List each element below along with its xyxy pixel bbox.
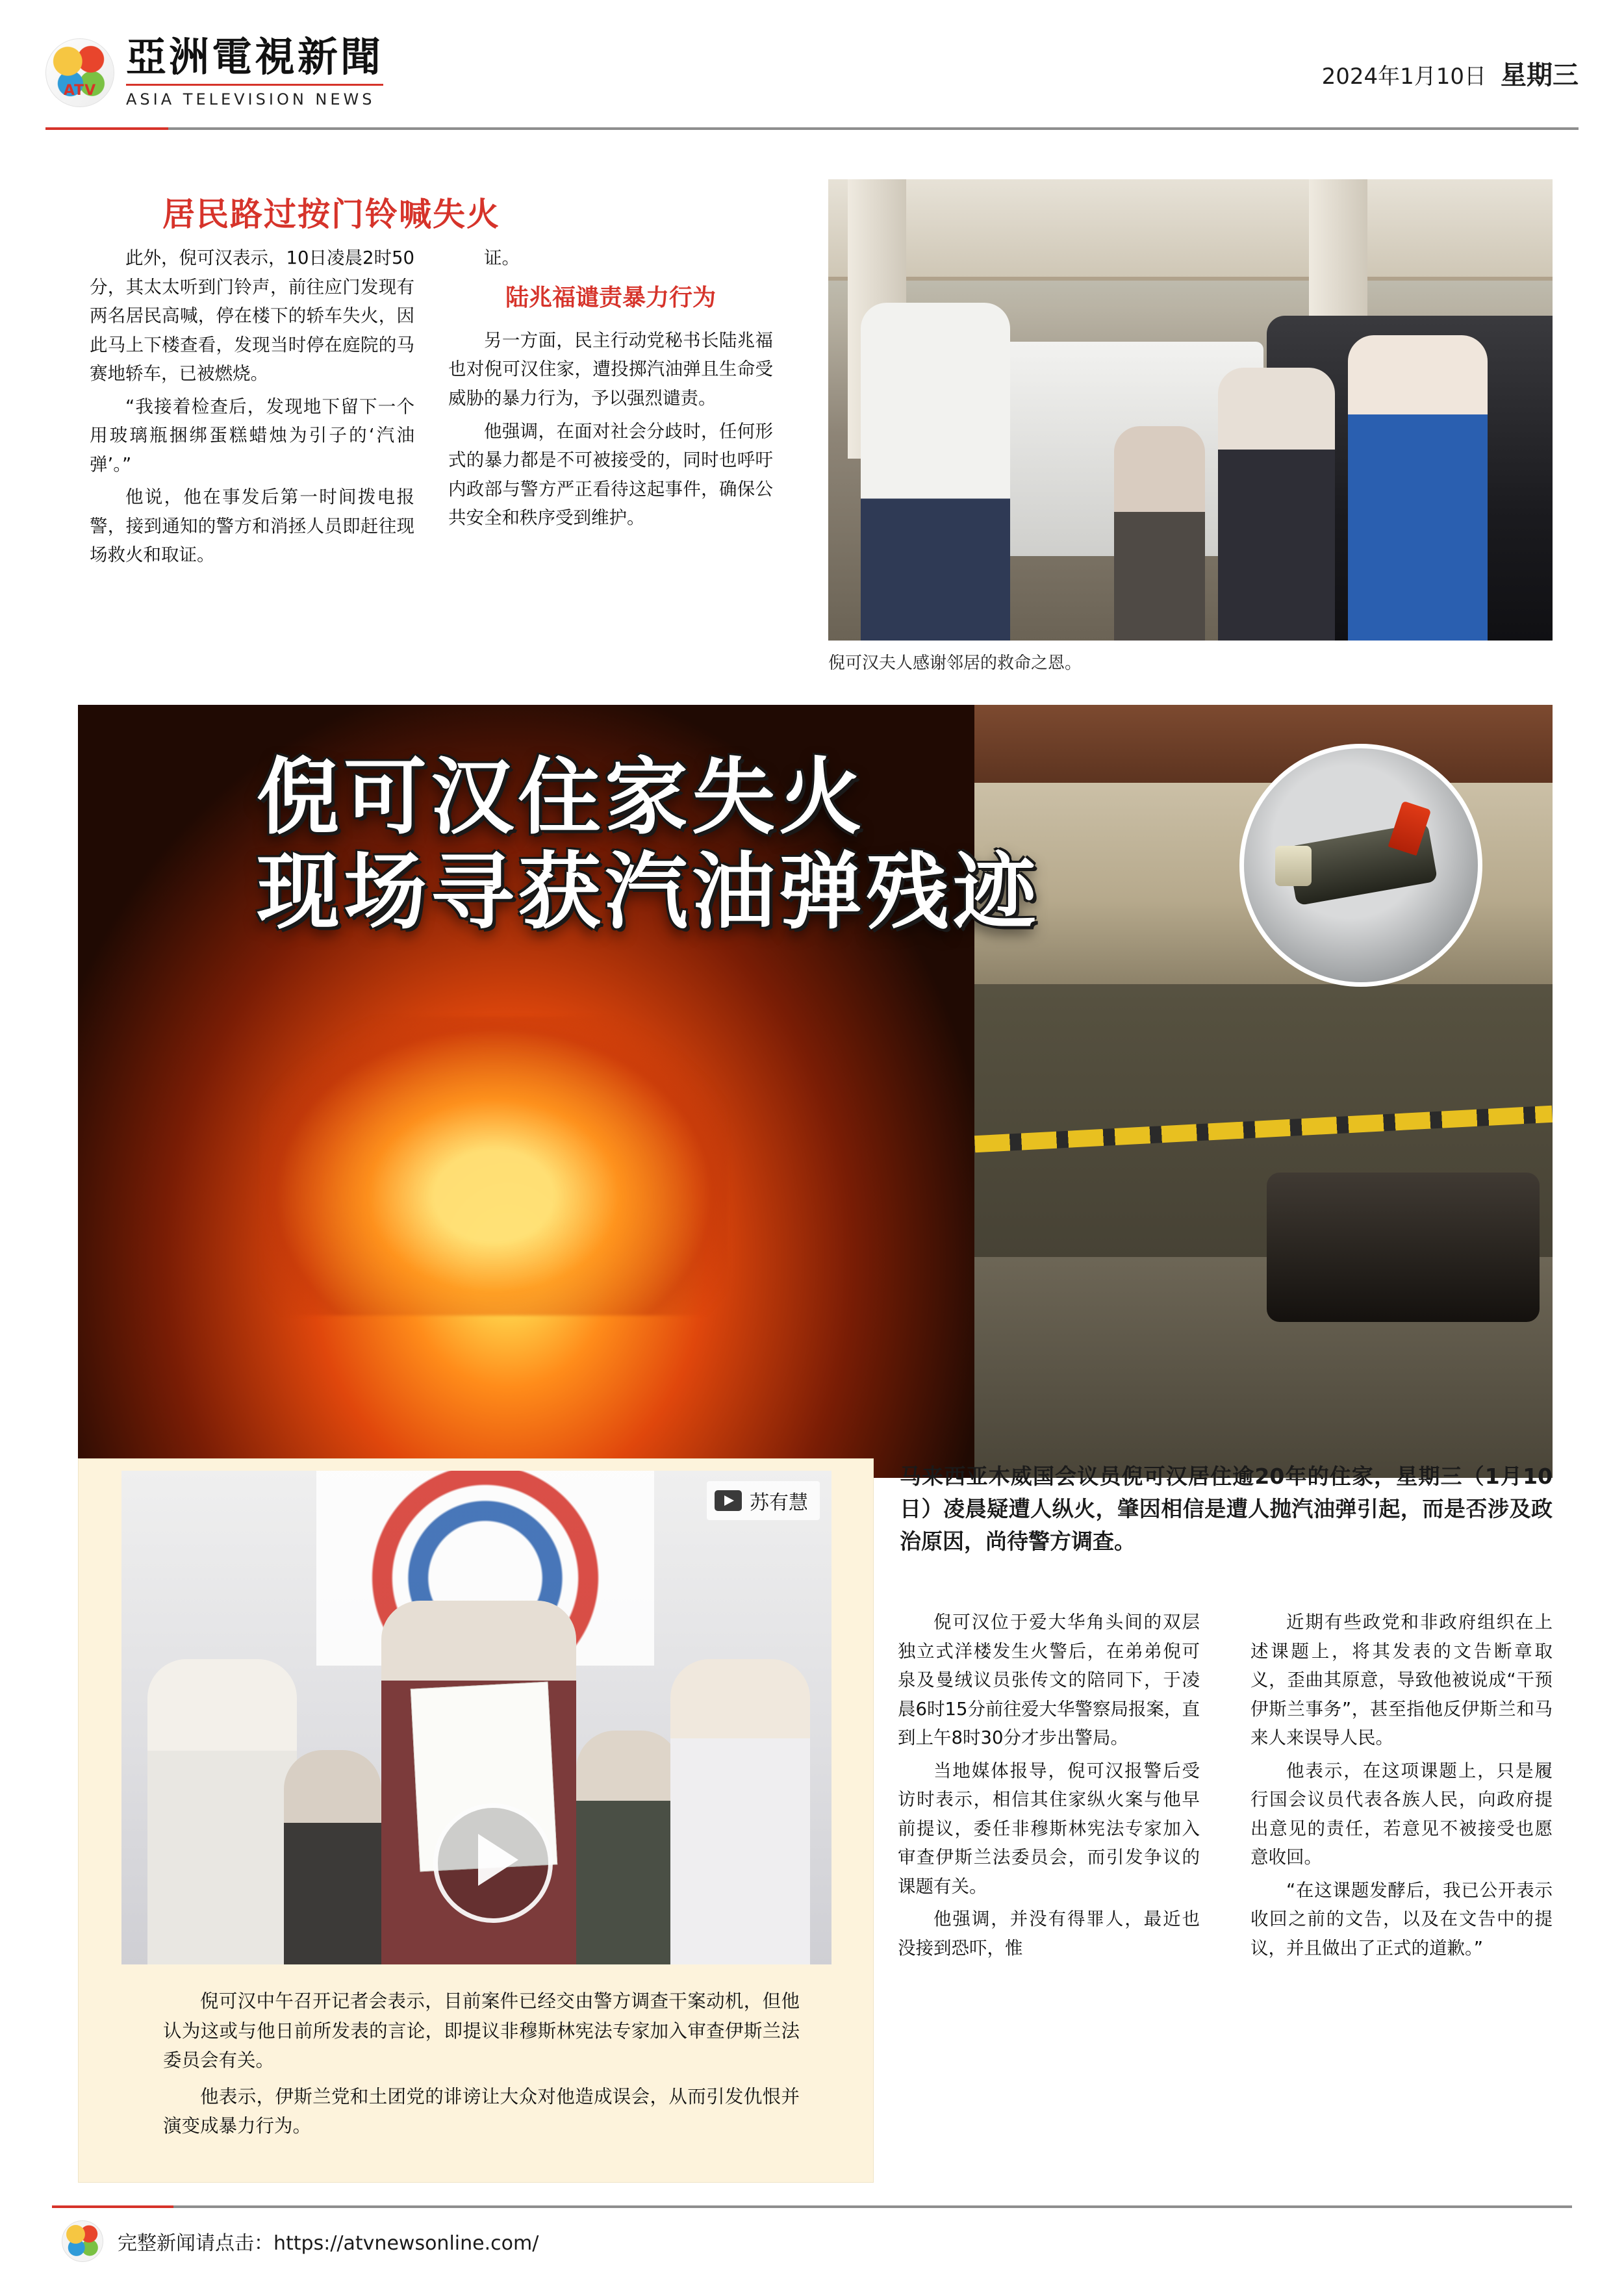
paragraph: 近期有些政党和非政府组织在上述课题上，将其发表的文告断章取义，歪曲其原意，导致他被说成“干预伊斯兰事务”，甚至指他反伊斯兰和马来人来误导人民。 [1250,1612,1553,1749]
publish-weekday: 星期三 [1501,60,1579,90]
molotov-inset-photo [1239,744,1482,987]
paragraph: “在这课题发酵后，我已公开表示收回之前的文告，以及在文告中的提议，并且做出了正式的道歉。” [1250,1879,1553,1959]
video-person-5 [670,1659,810,1964]
video-player[interactable] [121,1471,831,1964]
hero-title-line-2: 现场寻获汽油弹残迹 [257,843,1041,941]
footer-link-text[interactable]: 完整新闻请点击：https://atvnewsonline.com/ [118,2232,539,2255]
brand-name-cn: 亞洲電視新聞 [126,33,384,81]
photo-roof [828,179,1553,281]
header-date-block [1322,55,1579,92]
photo-person-3 [1218,368,1335,641]
cap-shape [1275,846,1312,886]
header-divider [45,127,1579,130]
brand-text [126,33,384,108]
header-inner [45,27,1579,118]
photo-neighbours-thanks [828,179,1553,641]
photo-person-2 [1114,426,1205,641]
video-panel [78,1458,874,2183]
video-credit-label: 苏有慧 [750,1492,808,1514]
hero-image-fire [78,705,1553,1478]
paragraph: 他强调，在面对社会分歧时，任何形式的暴力都是不可被接受的，同时也呼吁内政部与警方严正看待这起事件，确保公共安全和秩序受到维护。 [448,420,773,529]
paragraph: 当地媒体报导，倪可汉报警后受访时表示，相信其住家纵火案与他早前提议，委任非穆斯林宪法专家加入审查伊斯兰法委员会，而引发争议的课题有关。 [898,1760,1200,1897]
police-tape [974,1106,1553,1153]
atv-logo-icon [45,38,114,107]
paragraph: 他强调，并没有得罪人，最近也没接到恐吓，惟 [898,1909,1200,1959]
paragraph: 此外，倪可汉表示，10日凌晨2时50分，其太太听到门铃声，前往应门发现有两名居民高喊，停在楼下的轿车失火，因此马上下楼查看，发现当时停在庭院的马赛地轿车，已被燃烧。 [90,248,414,385]
paragraph: 证。 [484,248,520,268]
page-header [0,0,1624,140]
video-person-4 [576,1731,680,1964]
play-button-icon[interactable] [433,1803,553,1923]
photo-person-1 [861,303,1010,641]
photo-person-4 [1348,335,1488,641]
atv-footer-logo-icon [62,2220,103,2262]
top-article-subheadline: 陆兆福谴责暴力行为 [505,284,716,311]
paragraph: 倪可汉中午召开记者会表示，目前案件已经交由警方调查干案动机，但他认为这或与他日前所发表的言论，即提议非穆斯林宪法专家加入审查伊斯兰法委员会有关。 [163,1990,800,2072]
hero-title [257,750,1361,940]
bottom-article-column-d [1250,1608,1553,1967]
photo-top-caption: 倪可汉夫人感谢邻居的救命之恩。 [828,654,1082,673]
top-article-headline: 居民路过按门铃喊失火 [162,196,500,233]
paragraph: “我接着检查后，发现地下留下一个用玻璃瓶捆绑蛋糕蜡烛为引子的‘汽油弹’。” [90,396,414,475]
publish-date: 2024年1月10日 [1321,63,1486,90]
bottom-article-column-c [898,1608,1200,1967]
brand-name-en: ASIA TELEVISION NEWS [126,84,383,108]
paragraph: 他表示，伊斯兰党和土团党的诽谤让大众对他造成误会，从而引发仇恨并演变成暴力行为。 [163,2085,800,2137]
brand-logo[interactable] [45,33,384,108]
video-caption [163,1987,800,2148]
video-camera-icon [715,1490,742,1511]
top-article-column-a [90,244,414,574]
paragraph: 他表示，在这项课题上，只是履行国会议员代表各族人民，向政府提出意见的责任，若意见不被接受也愿意收回。 [1250,1760,1553,1868]
paragraph: 他说，他在事发后第一时间拨电报警，接到通知的警方和消拯人员即赶往现场救火和取证。 [90,487,414,566]
paragraph: 另一方面，民主行动党秘书长陆兆福也对倪可汉住家，遭投掷汽油弹且生命受威胁的暴力行为，予以强烈谴责。 [448,329,773,409]
top-article-column-b [448,244,773,537]
footer-divider [52,2205,1572,2208]
burnt-car [1267,1173,1540,1322]
video-person-2 [284,1750,381,1964]
page-footer[interactable] [62,2220,539,2262]
video-person-1 [147,1659,297,1964]
video-credit-badge [707,1481,820,1520]
paragraph: 倪可汉位于爱大华角头间的双层独立式洋楼发生火警后，在弟弟倪可泉及曼绒议员张传文的陪同下，于凌晨6时15分前往爱大华警察局报案，直到上午8时30分才步出警局。 [898,1612,1200,1749]
hero-lead-paragraph: 马来西亚木威国会议员倪可汉居住逾20年的住家，星期三（1月10日）凌晨疑遭人纵火，肇因相信是遭人抛汽油弹引起，而是否涉及政治原因，尚待警方调查。 [900,1464,1553,1555]
hero-title-line-1: 倪可汉住家失火 [257,749,867,846]
